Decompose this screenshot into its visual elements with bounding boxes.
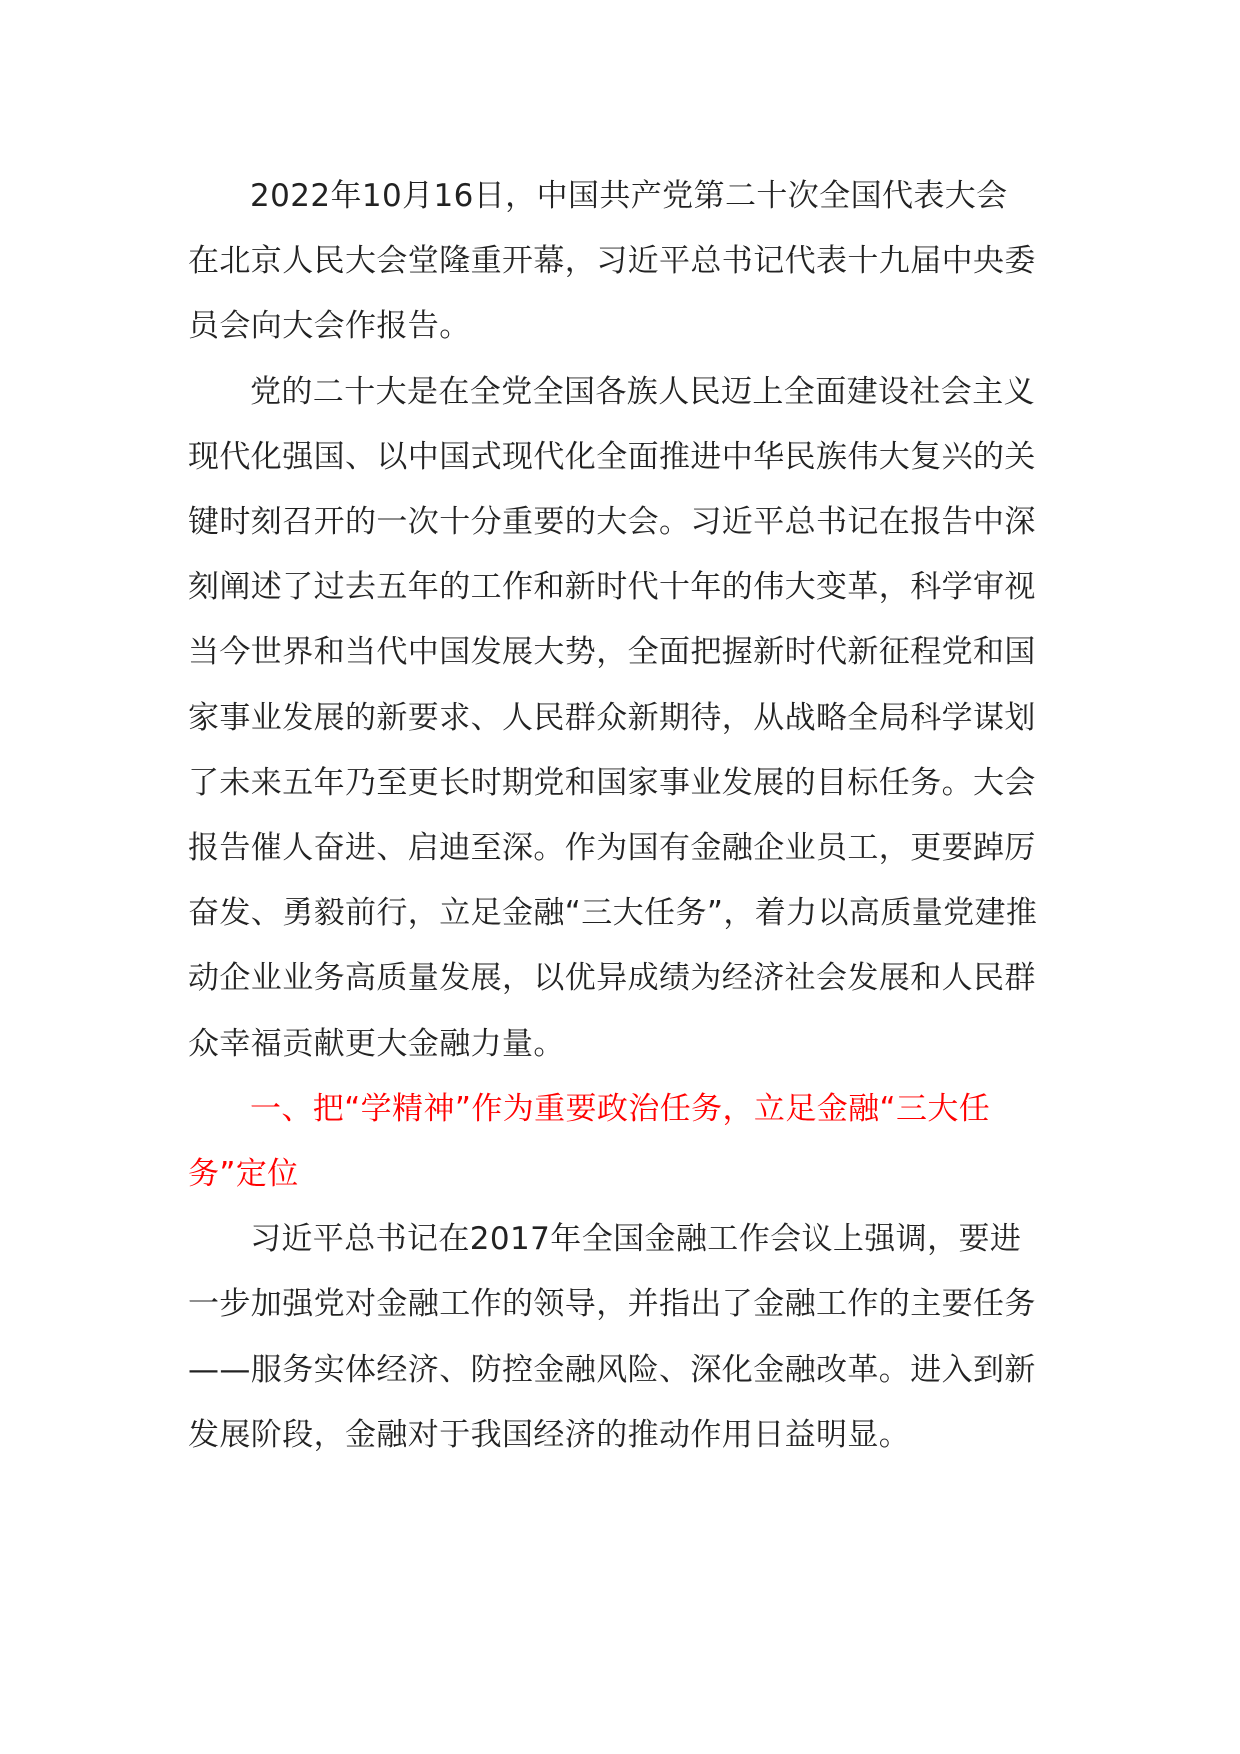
intro-paragraph: 2022年10月16日，中国共产党第二十次全国代表大会在北京人民大会堂隆重开幕，习近平总书记代表十九届中央委员会向大会作报告。 — [188, 178, 1036, 345]
section-paragraph: 习近平总书记在2017年全国金融工作会议上强调，要进一步加强党对金融工作的领导，并指出了金融工作的主要任务——服务实体经济、防控金融风险、深化金融改革。进入到新发展阶段，金融对于我国经济的推动作用日益明显。 — [188, 1221, 1036, 1453]
section-heading: 一、把“学精神”作为重要政治任务，立足金融“三大任务”定位 — [188, 1090, 991, 1193]
congress-significance-paragraph: 党的二十大是在全党全国各族人民迈上全面建设社会主义现代化强国、以中国式现代化全面推进中华民族伟大复兴的关键时刻召开的一次十分重要的大会。习近平总书记在报告中深刻阐述了过去五年的工作和新时代十年的伟大变革，科学审视当今世界和当代中国发展大势，全面把握新时代新征程党和国家事业发展的新要求、人民群众新期待，从战略全局科学谋划了未来五年乃至更长时期党和国家事业发展的目标任务。大会报告催人奋进、启迪至深。作为国有金融企业员工，更要踔厉奋发、勇毅前行，立足金融“三大任务”，着力以高质量党建推动企业业务高质量发展，以优异成绩为经济社会发展和人民群众幸福贡献更大金融力量。 — [188, 373, 1038, 1062]
document-body — [188, 164, 1038, 1468]
